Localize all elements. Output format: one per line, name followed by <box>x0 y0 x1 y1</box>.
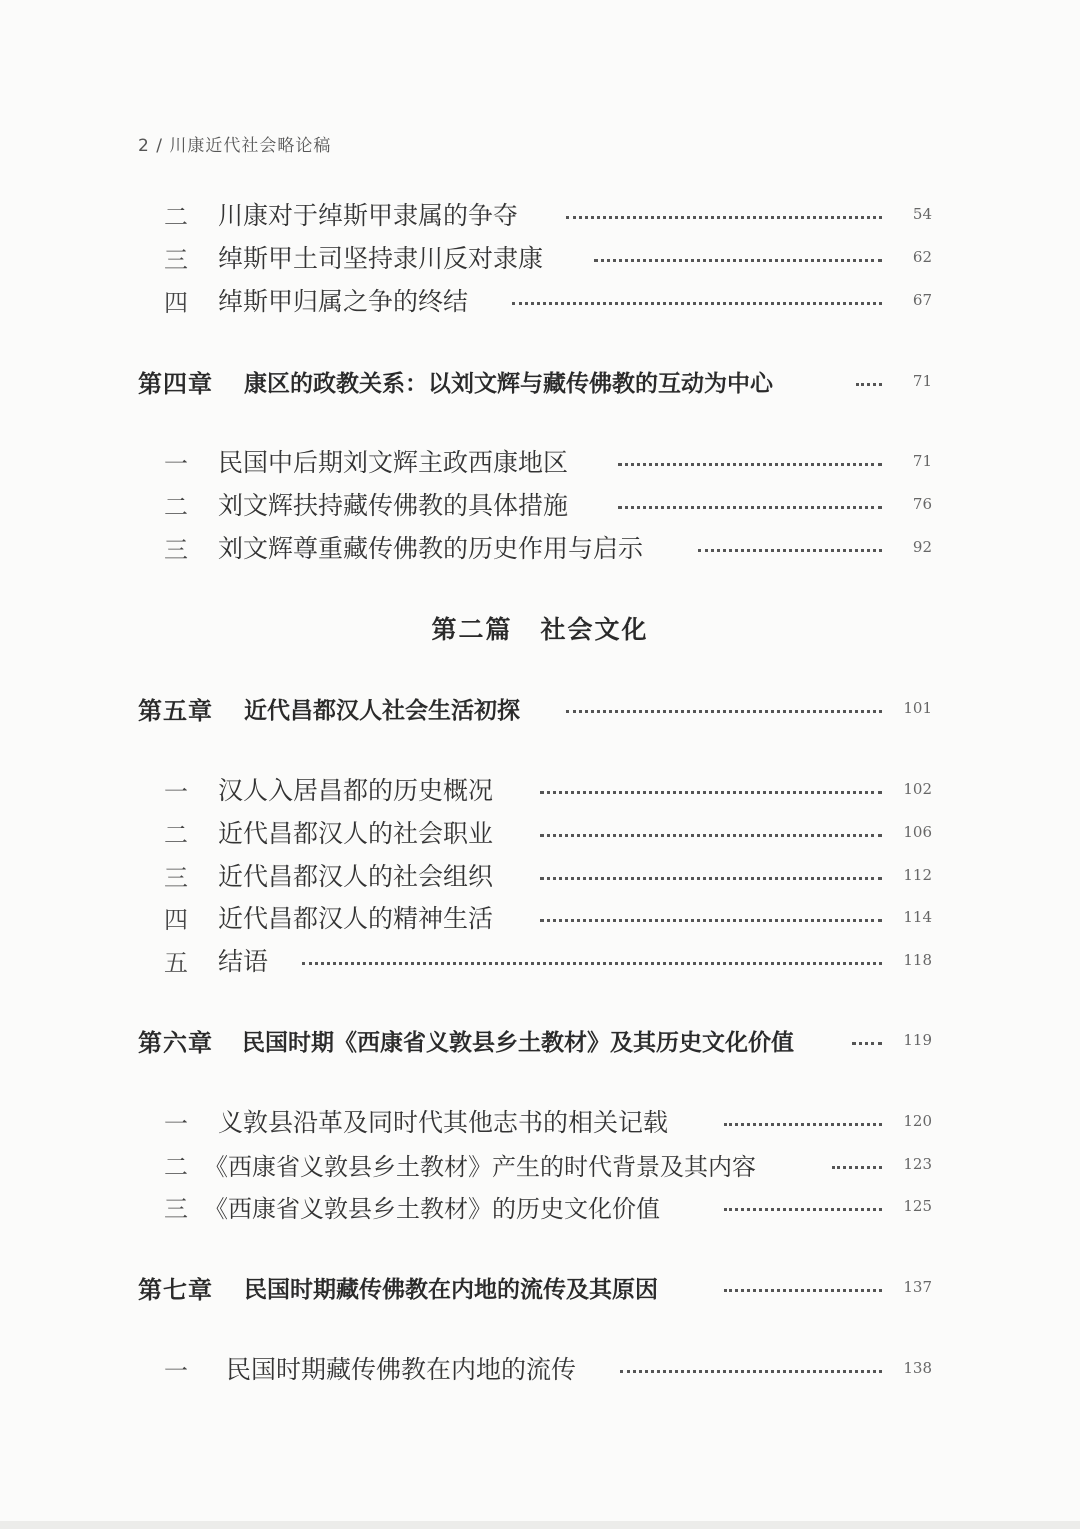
section-title: 绰斯甲土司坚持隶川反对隶康 <box>218 244 544 273</box>
dot-leader <box>566 708 882 713</box>
chapter-title: 民国时期藏传佛教在内地的流传及其原因 <box>244 1276 658 1303</box>
page-number: 92 <box>912 538 932 556</box>
section-title: 近代昌都汉人的精神生活 <box>218 904 494 933</box>
section-title: 刘文辉扶持藏传佛教的具体措施 <box>218 491 569 520</box>
chapter-title: 民国时期《西康省义敦县乡土教材》及其历史文化价值 <box>242 1029 794 1056</box>
toc-entry <box>0 940 1080 980</box>
chapter-number: 第四章 <box>138 369 213 398</box>
chapter-entry <box>0 688 1080 728</box>
section-number: 一 <box>164 777 188 806</box>
page-number: 120 <box>903 1112 932 1130</box>
section-title: 近代昌都汉人的社会职业 <box>218 819 494 848</box>
dot-leader <box>618 504 882 509</box>
page-number: 76 <box>912 495 932 513</box>
page-number: 123 <box>903 1155 932 1173</box>
section-title: 汉人入居昌都的历史概况 <box>218 776 494 805</box>
section-number: 二 <box>164 820 188 849</box>
toc-entry <box>0 237 1080 277</box>
section-number: 四 <box>164 905 188 934</box>
dot-leader <box>724 1287 882 1292</box>
section-number: 三 <box>164 245 188 274</box>
part-number: 第二篇 <box>431 615 513 644</box>
section-title: 义敦县沿革及同时代其他志书的相关记载 <box>218 1108 669 1137</box>
page-number: 71 <box>912 372 932 390</box>
page-number: 67 <box>912 291 932 309</box>
section-number: 五 <box>164 948 188 977</box>
section-title: 结语 <box>218 947 269 976</box>
chapter-entry <box>0 361 1080 401</box>
dot-leader <box>724 1121 882 1126</box>
section-number: 三 <box>164 863 188 892</box>
toc-entry <box>0 855 1080 895</box>
toc-entry <box>0 484 1080 524</box>
page-number: 102 <box>903 780 932 798</box>
toc-entry <box>0 1144 1080 1184</box>
dot-leader <box>618 461 882 466</box>
dot-leader <box>594 257 882 262</box>
section-number: 一 <box>164 449 188 478</box>
section-title: 刘文辉尊重藏传佛教的历史作用与启示 <box>218 534 644 563</box>
chapter-number: 第五章 <box>138 696 213 725</box>
section-number: 四 <box>164 288 188 317</box>
section-title: 《西康省义敦县乡土教材》的历史文化价值 <box>204 1194 660 1223</box>
section-title: 近代昌都汉人的社会组织 <box>218 862 494 891</box>
section-number: 二 <box>164 492 188 521</box>
toc-entry <box>0 527 1080 567</box>
chapter-title: 近代昌都汉人社会生活初探 <box>244 697 520 724</box>
dot-leader <box>302 960 882 965</box>
page-number: 137 <box>903 1278 932 1296</box>
toc-entry <box>0 1348 1080 1388</box>
section-number: 三 <box>164 535 188 564</box>
section-number: 二 <box>164 1152 188 1181</box>
section-number: 一 <box>164 1109 188 1138</box>
dot-leader <box>856 381 882 386</box>
section-title: 民国中后期刘文辉主政西康地区 <box>218 448 569 477</box>
dot-leader <box>540 875 882 880</box>
page-number: 71 <box>912 452 932 470</box>
section-title: 川康对于绰斯甲隶属的争夺 <box>218 201 519 230</box>
chapter-number: 第六章 <box>138 1028 213 1057</box>
page-number: 125 <box>903 1197 932 1215</box>
dot-leader <box>540 832 882 837</box>
page-number: 114 <box>903 908 932 926</box>
page-number: 106 <box>903 823 932 841</box>
section-number: 一 <box>164 1356 188 1385</box>
toc-entry <box>0 441 1080 481</box>
page-number: 54 <box>912 205 932 223</box>
dot-leader <box>540 917 882 922</box>
toc-entry <box>0 1186 1080 1226</box>
part-heading <box>0 610 1080 646</box>
running-header: 2 / 川康近代社会略论稿 <box>138 136 332 156</box>
toc-entry <box>0 1101 1080 1141</box>
dot-leader <box>832 1164 882 1169</box>
chapter-entry <box>0 1267 1080 1307</box>
toc-entry <box>0 280 1080 320</box>
toc-entry <box>0 769 1080 809</box>
page-number: 118 <box>903 951 932 969</box>
toc-entry <box>0 812 1080 852</box>
page-number: 138 <box>903 1359 932 1377</box>
page-number: 112 <box>903 866 932 884</box>
chapter-number: 第七章 <box>138 1275 213 1304</box>
dot-leader <box>540 789 882 794</box>
page-edge <box>0 1521 1080 1529</box>
dot-leader <box>620 1368 882 1373</box>
chapter-entry <box>0 1020 1080 1060</box>
page-number: 119 <box>903 1031 932 1049</box>
page-number: 101 <box>903 699 932 717</box>
dot-leader <box>852 1040 882 1045</box>
dot-leader <box>566 214 882 219</box>
chapter-title: 康区的政教关系：以刘文辉与藏传佛教的互动为中心 <box>244 370 773 397</box>
toc-entry <box>0 897 1080 937</box>
part-name: 社会文化 <box>540 615 649 644</box>
section-title: 民国时期藏传佛教在内地的流传 <box>226 1355 577 1384</box>
page-number: 62 <box>912 248 932 266</box>
section-title: 《西康省义敦县乡土教材》产生的时代背景及其内容 <box>204 1152 756 1181</box>
section-title: 绰斯甲归属之争的终结 <box>218 287 469 316</box>
section-number: 三 <box>164 1194 188 1223</box>
toc-entry <box>0 194 1080 234</box>
dot-leader <box>724 1206 882 1211</box>
dot-leader <box>512 300 882 305</box>
section-number: 二 <box>164 202 188 231</box>
dot-leader <box>698 547 882 552</box>
